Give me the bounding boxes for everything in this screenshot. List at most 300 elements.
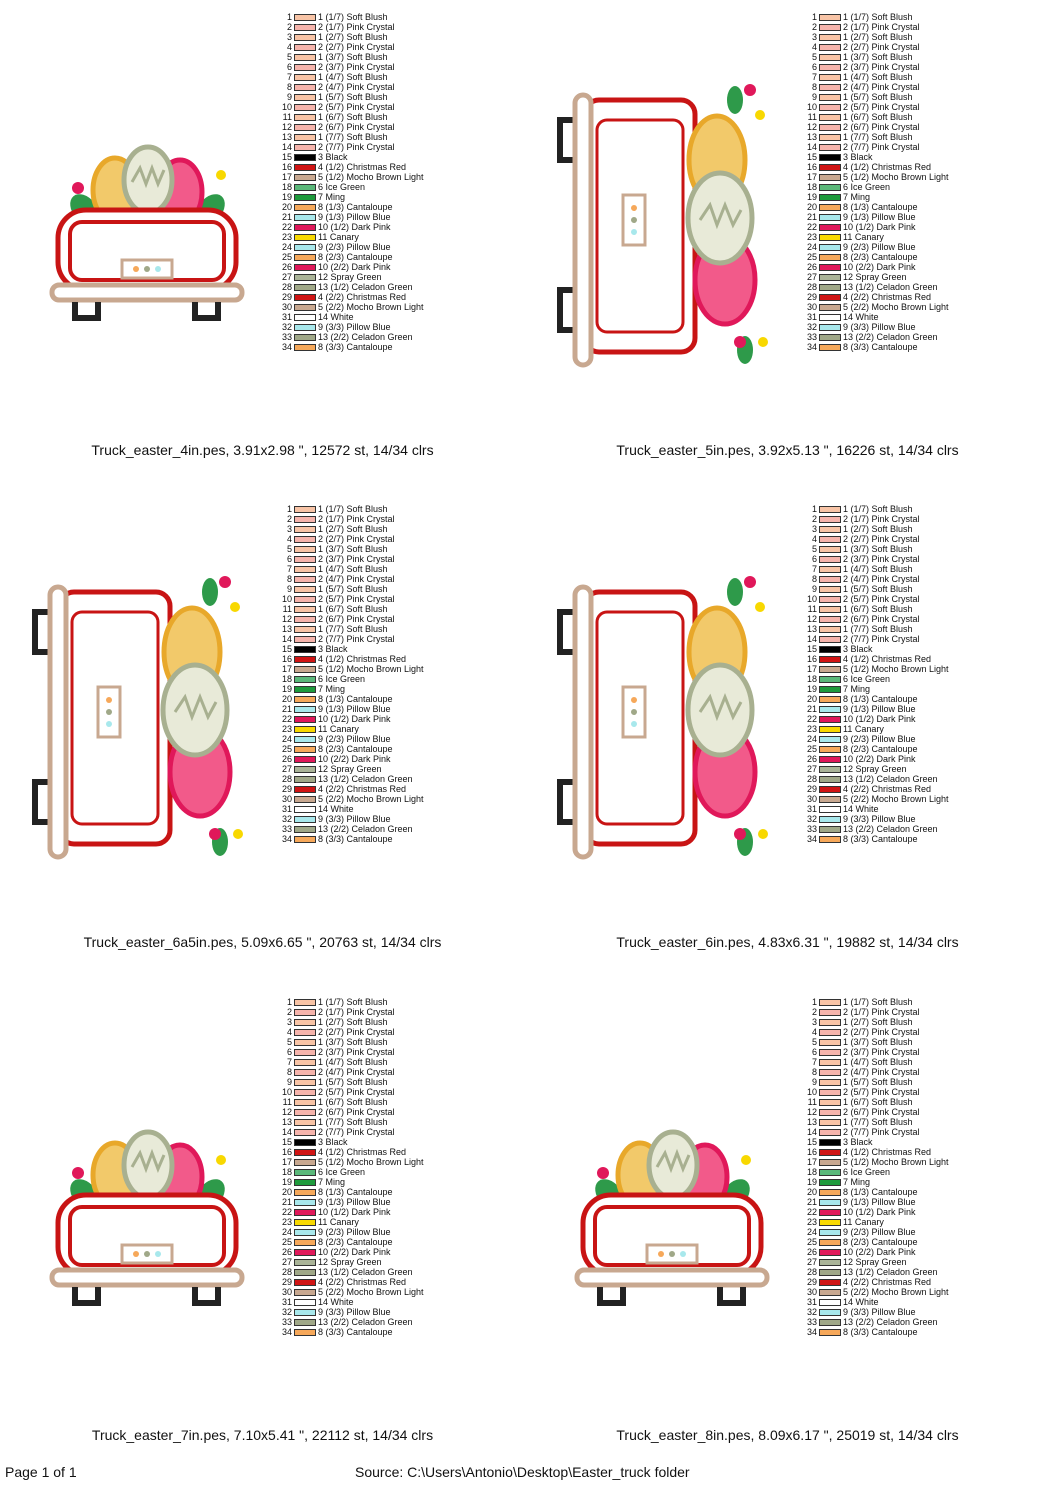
color-index: 17 — [806, 172, 817, 182]
color-swatch — [294, 726, 316, 733]
color-index: 30 — [281, 302, 292, 312]
color-label: 10 (2/2) Dark Pink — [843, 1247, 916, 1257]
color-swatch — [819, 546, 841, 553]
color-label: 2 (6/7) Pink Crystal — [843, 1107, 920, 1117]
color-label: 5 (1/2) Mocho Brown Light — [318, 1157, 424, 1167]
color-row — [280, 624, 424, 634]
color-index: 34 — [281, 1327, 292, 1337]
color-label: 2 (7/7) Pink Crystal — [843, 634, 920, 644]
color-swatch — [819, 1209, 841, 1216]
color-label: 1 (7/7) Soft Blush — [843, 624, 913, 634]
color-row — [805, 282, 949, 292]
color-label: 8 (3/3) Cantaloupe — [318, 834, 393, 844]
color-index: 16 — [281, 162, 292, 172]
color-label: 13 (1/2) Celadon Green — [843, 774, 938, 784]
color-label: 5 (2/2) Mocho Brown Light — [318, 794, 424, 804]
color-label: 3 Black — [318, 152, 348, 162]
color-row — [805, 1307, 949, 1317]
color-label: 9 (2/3) Pillow Blue — [843, 242, 916, 252]
color-label: 9 (3/3) Pillow Blue — [843, 814, 916, 824]
color-index: 23 — [806, 1217, 817, 1227]
color-label: 13 (2/2) Celadon Green — [318, 1317, 413, 1327]
color-swatch — [294, 836, 316, 843]
color-index: 14 — [806, 1127, 817, 1137]
color-row — [280, 1137, 424, 1147]
color-row — [805, 574, 949, 584]
color-row — [280, 262, 424, 272]
color-label: 2 (6/7) Pink Crystal — [318, 122, 395, 132]
color-row — [805, 312, 949, 322]
color-row — [280, 584, 424, 594]
color-label: 2 (2/7) Pink Crystal — [318, 42, 395, 52]
color-swatch — [294, 1179, 316, 1186]
color-swatch — [819, 1019, 841, 1026]
color-swatch — [819, 164, 841, 171]
color-index: 24 — [281, 1227, 292, 1237]
color-row — [280, 1197, 424, 1207]
color-swatch — [294, 776, 316, 783]
color-row — [805, 1207, 949, 1217]
color-index: 15 — [281, 152, 292, 162]
color-swatch — [294, 616, 316, 623]
color-label: 1 (3/7) Soft Blush — [843, 1037, 913, 1047]
color-index: 33 — [281, 824, 292, 834]
color-row — [280, 834, 424, 844]
color-label: 1 (4/7) Soft Blush — [843, 564, 913, 574]
color-index: 24 — [806, 734, 817, 744]
color-index: 26 — [806, 1247, 817, 1257]
color-row — [805, 704, 949, 714]
color-index: 11 — [807, 112, 817, 122]
color-index: 31 — [281, 1297, 292, 1307]
color-label: 11 Canary — [318, 1217, 359, 1227]
color-row — [280, 122, 424, 132]
color-row — [280, 504, 424, 514]
color-row — [805, 182, 949, 192]
color-label: 9 (3/3) Pillow Blue — [318, 322, 391, 332]
color-swatch — [294, 34, 316, 41]
color-row — [280, 1257, 424, 1267]
color-swatch — [294, 1319, 316, 1326]
color-swatch — [294, 1089, 316, 1096]
color-index: 25 — [806, 744, 817, 754]
color-swatch — [294, 1209, 316, 1216]
color-label: 2 (7/7) Pink Crystal — [318, 1127, 395, 1137]
color-index: 26 — [281, 754, 292, 764]
color-swatch — [294, 164, 316, 171]
color-row — [280, 302, 424, 312]
color-index: 11 — [807, 1097, 817, 1107]
color-legend — [280, 997, 424, 1337]
color-swatch — [294, 1249, 316, 1256]
color-label: 5 (2/2) Mocho Brown Light — [318, 302, 424, 312]
color-index: 20 — [806, 1187, 817, 1197]
color-row — [280, 764, 424, 774]
color-swatch — [294, 746, 316, 753]
color-label: 1 (7/7) Soft Blush — [318, 624, 388, 634]
color-index: 17 — [281, 664, 292, 674]
color-row — [805, 814, 949, 824]
color-label: 12 Spray Green — [318, 272, 382, 282]
color-swatch — [819, 696, 841, 703]
color-swatch — [819, 556, 841, 563]
color-swatch — [294, 1099, 316, 1106]
color-swatch — [294, 716, 316, 723]
color-swatch — [819, 596, 841, 603]
color-label: 1 (7/7) Soft Blush — [318, 132, 388, 142]
color-row — [805, 272, 949, 282]
color-swatch — [819, 264, 841, 271]
color-label: 9 (3/3) Pillow Blue — [318, 814, 391, 824]
color-index: 6 — [286, 1047, 292, 1057]
color-index: 25 — [281, 744, 292, 754]
color-index: 19 — [806, 1177, 817, 1187]
design-panel — [525, 492, 1050, 984]
color-row — [280, 1047, 424, 1057]
color-index: 13 — [806, 1117, 817, 1127]
color-swatch — [819, 1269, 841, 1276]
color-row — [805, 112, 949, 122]
color-row — [280, 1167, 424, 1177]
color-row — [805, 32, 949, 42]
color-index: 33 — [806, 824, 817, 834]
color-row — [805, 504, 949, 514]
color-swatch — [294, 626, 316, 633]
color-row — [280, 232, 424, 242]
color-index: 7 — [811, 564, 817, 574]
color-index: 34 — [281, 834, 292, 844]
color-swatch — [294, 1219, 316, 1226]
color-label: 1 (6/7) Soft Blush — [318, 604, 388, 614]
color-swatch — [819, 526, 841, 533]
color-row — [280, 212, 424, 222]
color-label: 13 (2/2) Celadon Green — [843, 824, 938, 834]
color-label: 1 (5/7) Soft Blush — [843, 584, 913, 594]
color-row — [280, 52, 424, 62]
color-label: 1 (2/7) Soft Blush — [318, 524, 388, 534]
color-label: 8 (1/3) Cantaloupe — [843, 202, 918, 212]
color-index: 16 — [806, 654, 817, 664]
color-swatch — [294, 94, 316, 101]
color-index: 14 — [806, 142, 817, 152]
color-row — [280, 282, 424, 292]
color-row — [805, 554, 949, 564]
color-label: 9 (1/3) Pillow Blue — [843, 704, 916, 714]
color-index: 20 — [281, 202, 292, 212]
color-swatch — [294, 999, 316, 1006]
color-label: 4 (1/2) Christmas Red — [318, 654, 407, 664]
color-swatch — [819, 716, 841, 723]
color-index: 15 — [806, 644, 817, 654]
color-index: 28 — [806, 1267, 817, 1277]
color-row — [805, 342, 949, 352]
color-row — [805, 834, 949, 844]
color-label: 1 (6/7) Soft Blush — [318, 1097, 388, 1107]
color-row — [280, 774, 424, 784]
color-index: 34 — [281, 342, 292, 352]
color-index: 23 — [806, 232, 817, 242]
color-swatch — [819, 616, 841, 623]
color-index: 32 — [806, 1307, 817, 1317]
color-index: 25 — [806, 1237, 817, 1247]
color-row — [805, 222, 949, 232]
color-index: 2 — [286, 22, 292, 32]
color-index: 20 — [281, 694, 292, 704]
color-swatch — [819, 24, 841, 31]
color-swatch — [294, 786, 316, 793]
color-row — [805, 674, 949, 684]
color-row — [280, 1267, 424, 1277]
color-label: 5 (1/2) Mocho Brown Light — [318, 664, 424, 674]
color-index: 31 — [806, 312, 817, 322]
color-swatch — [294, 334, 316, 341]
color-swatch — [819, 184, 841, 191]
color-index: 18 — [806, 182, 817, 192]
color-swatch — [294, 294, 316, 301]
color-index: 7 — [286, 564, 292, 574]
color-index: 2 — [811, 1007, 817, 1017]
color-swatch — [294, 1279, 316, 1286]
color-label: 3 Black — [318, 1137, 348, 1147]
color-label: 2 (3/7) Pink Crystal — [318, 62, 395, 72]
color-swatch — [294, 1199, 316, 1206]
color-swatch — [294, 304, 316, 311]
color-label: 9 (1/3) Pillow Blue — [318, 212, 391, 222]
color-swatch — [819, 636, 841, 643]
color-label: 1 (5/7) Soft Blush — [843, 92, 913, 102]
color-label: 1 (5/7) Soft Blush — [318, 92, 388, 102]
color-row — [805, 1197, 949, 1207]
color-row — [280, 1157, 424, 1167]
color-label: 4 (1/2) Christmas Red — [318, 1147, 407, 1157]
color-index: 14 — [281, 1127, 292, 1137]
color-label: 14 White — [843, 804, 879, 814]
color-label: 2 (4/7) Pink Crystal — [843, 82, 920, 92]
color-index: 29 — [806, 1277, 817, 1287]
color-index: 23 — [806, 724, 817, 734]
color-row — [805, 1147, 949, 1157]
color-index: 28 — [281, 282, 292, 292]
color-row — [805, 82, 949, 92]
color-label: 8 (3/3) Cantaloupe — [843, 1327, 918, 1337]
color-index: 7 — [811, 72, 817, 82]
color-swatch — [294, 586, 316, 593]
color-row — [805, 1277, 949, 1287]
color-label: 4 (2/2) Christmas Red — [843, 1277, 932, 1287]
color-swatch — [819, 1129, 841, 1136]
color-row — [280, 272, 424, 282]
color-row — [280, 1277, 424, 1287]
truck-back-artwork — [20, 1065, 250, 1365]
color-index: 26 — [806, 262, 817, 272]
color-label: 9 (2/3) Pillow Blue — [843, 1227, 916, 1237]
color-index: 21 — [281, 212, 292, 222]
color-label: 8 (3/3) Cantaloupe — [318, 342, 393, 352]
color-label: 5 (1/2) Mocho Brown Light — [843, 1157, 949, 1167]
color-label: 13 (2/2) Celadon Green — [843, 1317, 938, 1327]
color-row — [280, 654, 424, 664]
color-label: 1 (6/7) Soft Blush — [318, 112, 388, 122]
color-row — [280, 754, 424, 764]
color-index: 12 — [281, 122, 292, 132]
color-row — [280, 724, 424, 734]
color-index: 11 — [282, 604, 292, 614]
color-swatch — [819, 1299, 841, 1306]
color-label: 5 (1/2) Mocho Brown Light — [318, 172, 424, 182]
color-swatch — [294, 324, 316, 331]
color-row — [805, 1037, 949, 1047]
color-index: 3 — [286, 32, 292, 42]
color-label: 9 (1/3) Pillow Blue — [843, 1197, 916, 1207]
color-index: 24 — [806, 1227, 817, 1237]
color-swatch — [294, 766, 316, 773]
color-row — [280, 32, 424, 42]
color-row — [280, 92, 424, 102]
color-index: 29 — [806, 292, 817, 302]
color-index: 15 — [281, 1137, 292, 1147]
color-label: 14 White — [843, 1297, 879, 1307]
design-panel — [0, 0, 525, 492]
color-row — [805, 1027, 949, 1037]
color-index: 12 — [806, 1107, 817, 1117]
color-label: 4 (2/2) Christmas Red — [843, 292, 932, 302]
color-legend — [280, 12, 424, 352]
color-label: 6 Ice Green — [843, 1167, 891, 1177]
color-row — [805, 322, 949, 332]
color-swatch — [819, 254, 841, 261]
color-index: 27 — [806, 1257, 817, 1267]
color-label: 4 (2/2) Christmas Red — [318, 784, 407, 794]
color-legend — [805, 997, 949, 1337]
color-row — [280, 594, 424, 604]
color-row — [280, 664, 424, 674]
color-swatch — [819, 144, 841, 151]
color-index: 5 — [286, 52, 292, 62]
color-label: 7 Ming — [318, 1177, 346, 1187]
color-index: 2 — [286, 514, 292, 524]
color-swatch — [294, 124, 316, 131]
color-swatch — [294, 274, 316, 281]
color-swatch — [819, 1089, 841, 1096]
color-index: 28 — [806, 282, 817, 292]
design-caption: Truck_easter_6in.pes, 4.83x6.31 ", 19882 st, 14/34 clrs — [616, 934, 959, 950]
color-row — [280, 644, 424, 654]
color-label: 2 (5/7) Pink Crystal — [318, 1087, 395, 1097]
color-label: 1 (5/7) Soft Blush — [318, 584, 388, 594]
color-swatch — [819, 536, 841, 543]
color-swatch — [294, 254, 316, 261]
color-index: 13 — [281, 132, 292, 142]
color-index: 21 — [806, 212, 817, 222]
color-index: 30 — [806, 302, 817, 312]
color-index: 7 — [286, 72, 292, 82]
color-label: 1 (1/7) Soft Blush — [318, 504, 388, 514]
color-swatch — [819, 1009, 841, 1016]
color-label: 5 (2/2) Mocho Brown Light — [843, 302, 949, 312]
color-index: 10 — [806, 1087, 817, 1097]
color-swatch — [294, 796, 316, 803]
color-index: 34 — [806, 1327, 817, 1337]
color-row — [280, 604, 424, 614]
color-swatch — [294, 1159, 316, 1166]
color-label: 2 (4/7) Pink Crystal — [318, 1067, 395, 1077]
color-index: 16 — [281, 654, 292, 664]
color-label: 1 (3/7) Soft Blush — [843, 544, 913, 554]
color-swatch — [819, 314, 841, 321]
color-label: 2 (1/7) Pink Crystal — [843, 514, 920, 524]
color-index: 3 — [286, 1017, 292, 1027]
color-swatch — [294, 284, 316, 291]
color-index: 26 — [281, 262, 292, 272]
color-index: 12 — [281, 614, 292, 624]
color-swatch — [294, 104, 316, 111]
color-index: 9 — [811, 584, 817, 594]
color-index: 3 — [811, 1017, 817, 1027]
color-index: 19 — [281, 684, 292, 694]
color-row — [805, 22, 949, 32]
color-swatch — [819, 94, 841, 101]
color-label: 2 (2/7) Pink Crystal — [318, 1027, 395, 1037]
color-label: 8 (1/3) Cantaloupe — [318, 1187, 393, 1197]
color-swatch — [294, 14, 316, 21]
color-label: 8 (2/3) Cantaloupe — [318, 252, 393, 262]
color-index: 23 — [281, 1217, 292, 1227]
color-index: 19 — [281, 1177, 292, 1187]
color-label: 8 (3/3) Cantaloupe — [843, 342, 918, 352]
color-index: 31 — [806, 804, 817, 814]
color-swatch — [294, 576, 316, 583]
color-row — [280, 332, 424, 342]
color-index: 33 — [806, 332, 817, 342]
color-row — [280, 544, 424, 554]
color-label: 1 (4/7) Soft Blush — [843, 1057, 913, 1067]
color-label: 1 (3/7) Soft Blush — [318, 52, 388, 62]
color-index: 6 — [811, 554, 817, 564]
color-index: 3 — [286, 524, 292, 534]
color-index: 2 — [286, 1007, 292, 1017]
color-swatch — [294, 736, 316, 743]
color-label: 1 (4/7) Soft Blush — [318, 1057, 388, 1067]
color-row — [805, 1107, 949, 1117]
color-swatch — [819, 14, 841, 21]
color-index: 12 — [281, 1107, 292, 1117]
color-row — [805, 1097, 949, 1107]
color-label: 5 (2/2) Mocho Brown Light — [843, 794, 949, 804]
color-index: 16 — [806, 162, 817, 172]
color-swatch — [294, 706, 316, 713]
color-index: 9 — [286, 1077, 292, 1087]
color-row — [280, 312, 424, 322]
color-swatch — [294, 1109, 316, 1116]
color-row — [805, 754, 949, 764]
color-swatch — [819, 114, 841, 121]
color-swatch — [819, 586, 841, 593]
color-row — [805, 644, 949, 654]
color-label: 4 (2/2) Christmas Red — [318, 292, 407, 302]
color-label: 2 (1/7) Pink Crystal — [318, 514, 395, 524]
color-index: 14 — [281, 142, 292, 152]
color-index: 20 — [806, 694, 817, 704]
color-label: 6 Ice Green — [318, 1167, 366, 1177]
color-row — [280, 292, 424, 302]
color-swatch — [819, 1199, 841, 1206]
color-row — [280, 1237, 424, 1247]
color-index: 19 — [281, 192, 292, 202]
color-row — [280, 814, 424, 824]
color-index: 14 — [806, 634, 817, 644]
color-row — [280, 704, 424, 714]
color-label: 6 Ice Green — [318, 674, 366, 684]
